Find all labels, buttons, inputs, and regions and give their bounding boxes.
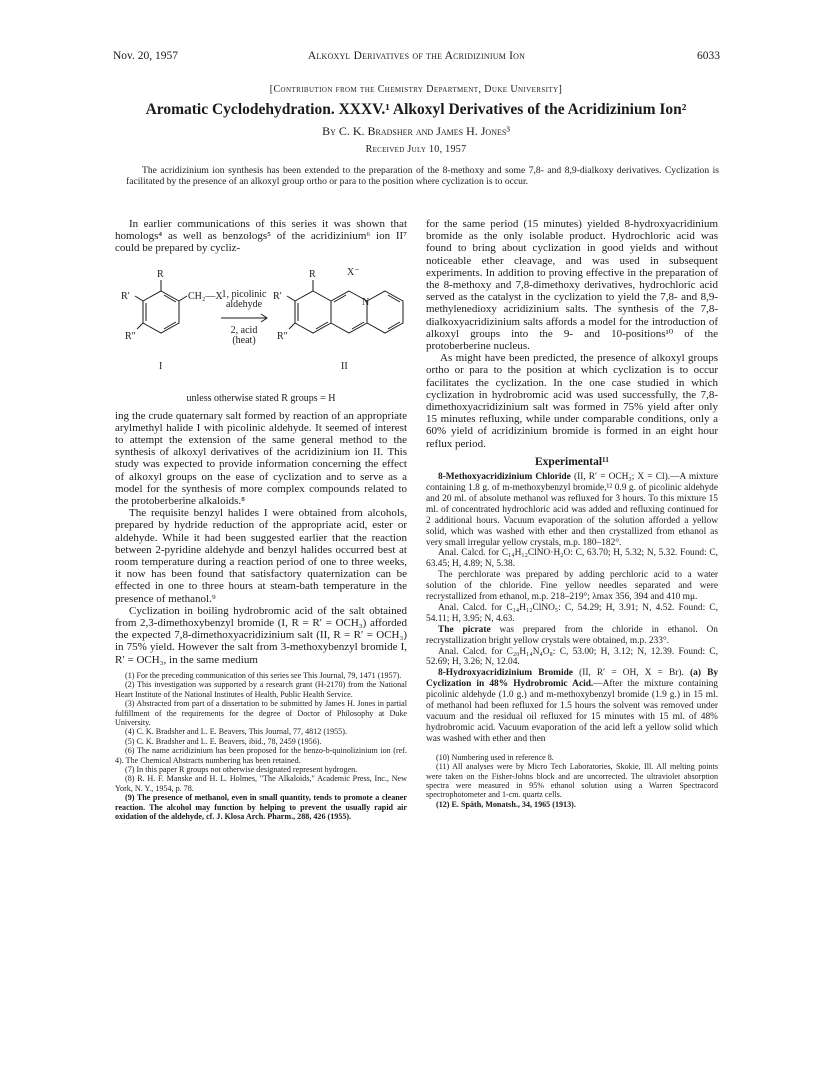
left-column: [115, 218, 407, 821]
exp1-title: 8-Methoxyacridizinium Chloride: [438, 472, 571, 483]
arrow-step1b: aldehyde: [225, 298, 263, 310]
label-r-top-right: R: [309, 268, 316, 280]
footnote-11: (11) All analyses were by Micro Tech Laboratories, Skokie, Ill. All melting points were taken on the Fisher-Johns block and are uncorrected. The ultraviolet absorption spectra were measured in 95% ethanol solution using a Warren Spectracord spectrophotometer and 1-cm. quartz cells.: [426, 762, 718, 800]
exp-picrate: [426, 625, 718, 647]
authors: By C. K. Bradsher and James H. Jones³: [322, 124, 510, 138]
footnote-10: (10) Numbering used in reference 8.: [436, 752, 554, 762]
reaction-scheme-figure: [115, 257, 407, 407]
label-compound-i: I: [159, 360, 163, 372]
label-compound-ii: II: [341, 360, 348, 372]
paragraph-continuation: ing the crude quaternary salt formed by reaction of an appropriate arylmethyl halide I with picolinic aldehyde. It seemed of interest to attempt the extension of the same general method to the synthesis of alkoxyl derivatives of the acridizinium ion II. This study was expected to provide information concerning the effect of alkoxyl groups on the ease of cyclization and to serve as a model for the synthesis of more complex compounds related to the protoberberine alkaloids.⁸: [115, 409, 407, 508]
footnote-2: (2) This investigation was supported by a research grant (H-2170) from the National Heart Institute of the National Institutes of Health, Public Health Service.: [115, 680, 407, 699]
right-paragraph-2: As might have been predicted, the presence of alkoxyl groups ortho or para to the position at which cyclization is to occur facilitates the cyclization. In the one case studied in which cyclization in hydrobromic acid was used successfully, the 7,8-dimethoxyacridizinium salt was formed in 75% yield after only 15 minutes refluxing, while under comparable conditions, only a 60% yield of acridizinium bromide is formed in an eight hour reflux period.: [426, 352, 718, 450]
intro-paragraph: In earlier communications of this series it was shown that homologs⁴ as well as benzologs⁵ of the acridizinium⁶ ion II⁷ could be prepared by cycliz-: [115, 218, 407, 255]
arrow-step2: 2, acid: [230, 324, 258, 336]
exp4-sub: (a) By Cyclization in 48% Hydrobromic Acid.: [426, 668, 719, 690]
label-r-top-left: R: [157, 268, 164, 280]
right-column: [426, 218, 718, 809]
label-r-double-prime-right: R″: [277, 330, 288, 342]
exp2-anal: Anal. Calcd. for C₁₄H₁₂ClNO₅: C, 54.29; H, 3.91; N, 4.52. Found: C, 54.11; H, 3.95; N, 4.63.: [426, 602, 718, 624]
exp3-anal: Anal. Calcd. for C₂₀H₁₄N₄O₈: C, 53.00; H, 3.12; N, 12.39. Found: C, 52.69; H, 3.26; N, 12.04.: [426, 646, 718, 668]
paragraph-benzyl-halides: The requisite benzyl halides I were obtained from alcohols, prepared by hydride reduction of the appropriate acid, ester or aldehyde. While it had been suggested earlier that the reaction between 2-pyridine aldehyde and benzyl halides occurred best at room temperature during a reaction period of one to three weeks, it now has been found that satisfactory quaternization can be effected in one to three hours at steam-bath temperature in the presence of methanol.⁹: [115, 507, 407, 605]
label-ch2x: CH₂—X: [188, 290, 223, 302]
received-date: Received July 10, 1957: [365, 144, 467, 155]
experimental-section: [426, 472, 718, 745]
label-n-plus: N: [362, 296, 370, 308]
label-r-prime-right: R′: [273, 290, 282, 302]
abstract: The acridizinium ion synthesis has been extended to the preparation of the 8-methoxy and some 7,8- and 8,9-dialkoxy derivatives. Cyclization is facilitated by the presence of an alkoxyl group ortho or para to the position where cyclization is to occur.: [126, 165, 719, 187]
footnote-4: (4) C. K. Bradsher and L. E. Beavers, This Journal, 77, 4812 (1955).: [125, 727, 347, 737]
exp1-formula: (II, R′ = OCH₃; X = Cl).: [573, 472, 671, 483]
left-footnotes: [115, 671, 407, 822]
exp4-formula: (II, R′ = OH, X = Br).: [579, 668, 684, 679]
footnote-3: (3) Abstracted from part of a dissertation to be submitted by James H. Jones in partial fulfillment of the requirements for the degree of Doctor of Philosophy at Duke University.: [115, 699, 407, 727]
exp1-body: —A mixture containing 1.8 g. of m-methoxybenzyl bromide,¹² 0.9 g. of picolinic aldehyde and 20 ml. of absolute methanol was refluxed for 3 hours. To this mixture 15 ml. of concentrated hydrochloric acid was added and refluxing continued for 2 additional hours. Vacuum evaporation of the solution afforded a yellow solid, which was washed with ether and then crystallized from ethanol as very small irregular yellow crystals, m.p. 180–182°.: [426, 472, 718, 548]
label-r-prime-left: R′: [121, 290, 130, 302]
exp3-body: was prepared from the chloride in ethanol. On recrystallization bright yellow crystals were obtained, m.p. 233°.: [426, 624, 718, 646]
section-heading-experimental: Experimental¹¹: [535, 455, 609, 468]
arrow-step2b: (heat): [232, 334, 256, 346]
header-running-title: Alkoxyl Derivatives of the Acridizinium Ion: [307, 50, 526, 62]
paper-title: Aromatic Cyclodehydration. XXXV.¹ Alkoxyl Derivatives of the Acridizinium Ion²: [145, 101, 687, 118]
footnote-8: (8) R. H. F. Manske and H. L. Holmes, "The Alkaloids," Academic Press, Inc., New York, N. Y., 1954, p. 78.: [115, 774, 407, 793]
footnote-12: (12) E. Späth, Monatsh., 34, 1965 (1913).: [436, 799, 576, 809]
reaction-scheme: [115, 257, 407, 409]
exp4-body: —After the mixture containing picolinic aldehyde (1.0 g.) and m-methoxybenzyl bromide (1.9 g.) in 15 ml. of methanol had been refluxed for 1.5 hours the solvent was removed under vacuum and the residual oil refluxed for 15 minutes with 15 ml. of 48% hydrobromic acid. Vacuum evaporation of the acid left a yellow solid which was washed with ether and then: [426, 679, 718, 744]
footnote-9: (9) The presence of methanol, even in small quantity, tends to promote a cleaner reaction. The alcohol may function by helping to prevent the usually rapid air oxidation of the aldehyde, cf. J. Klosa Arch. Pharm., 288, 426 (1955).: [115, 793, 407, 821]
label-r-double-prime-left: R″: [125, 330, 136, 342]
exp-perchlorate: The perchlorate was prepared by adding perchloric acid to a water solution of the chloride. Fine yellow needles separated and were recrystallized from ethanol, m.p. 218–219°; λmax 356, 394 and 410 mμ.: [426, 570, 718, 603]
header-date: Nov. 20, 1957: [113, 50, 179, 62]
footnote-5: (5) C. K. Bradsher and L. E. Beavers, ibid., 78, 2459 (1956).: [125, 736, 322, 746]
compound-ii-ring-c: [367, 291, 403, 333]
scheme-caption: unless otherwise stated R groups = H: [186, 392, 336, 404]
exp-8-hydroxy: [426, 668, 718, 744]
paragraph-cyclization: Cyclization in boiling hydrobromic acid of the salt obtained from 2,3-dimethoxybenzyl bromide (I, R = R′ = OCH₃) afforded the expected 7,8-dimethoxyacridizinium salt (II, R = R′ = OCH₃) in 75% yield. However the salt from 3-methoxybenzyl bromide I, R′ = OCH₃, in the same medium: [115, 604, 407, 666]
compound-i-ring: [143, 291, 179, 333]
right-paragraph-1: for the same period (15 minutes) yielded 8-hydroxyacridinium bromide as the only isolable product. Hydrochloric acid was found to bring about cyclization in good yields and without noticeable ether cleavage, and was used in subsequent experiments. In addition to proving effective in the preparation of the 8-methoxy and 7,8-dimethoxy derivatives, hydrochloric acid served as the catalyst in the cyclization to yield the 7,8- and 8,9-methylenedioxy acridizinium salts. The synthesis of the 7,8-dialkoxyacridizinium salts affords a model for the introduction of alkoxyl groups into the 9- and 10-positions¹⁰ of the protoberberine nucleus.: [426, 218, 718, 353]
header-page-number: 6033: [697, 50, 720, 62]
exp1-anal: Anal. Calcd. for C₁₄H₁₂ClNO·H₂O: C, 63.70; H, 5.32; N, 5.32. Found: C, 63.45; H, 4.89; N, 5.38.: [426, 548, 718, 570]
right-footnotes: [426, 751, 718, 809]
footnote-7: (7) In this paper R groups not otherwise designated represent hydrogen.: [125, 764, 358, 774]
exp3-title: The picrate: [438, 624, 491, 635]
footnote-1: (1) For the preceding communication of this series see This Journal, 79, 1471 (1957).: [125, 670, 402, 680]
exp4-title: 8-Hydroxyacridizinium Bromide: [438, 668, 573, 679]
exp-8-methoxy: [426, 472, 718, 548]
compound-ii-ring-a: [295, 291, 331, 333]
footnote-6: (6) The name acridizinium has been proposed for the benzo-b-quinolizinium ion (ref. 4). The Chemical Abstracts numbering has been retained.: [115, 746, 407, 765]
running-head: [113, 50, 720, 66]
contribution-line: [Contribution from the Chemistry Department, Duke University]: [269, 84, 563, 95]
label-x-minus: X⁻: [347, 266, 360, 278]
arrow-step1: 1, picolinic: [221, 288, 267, 300]
